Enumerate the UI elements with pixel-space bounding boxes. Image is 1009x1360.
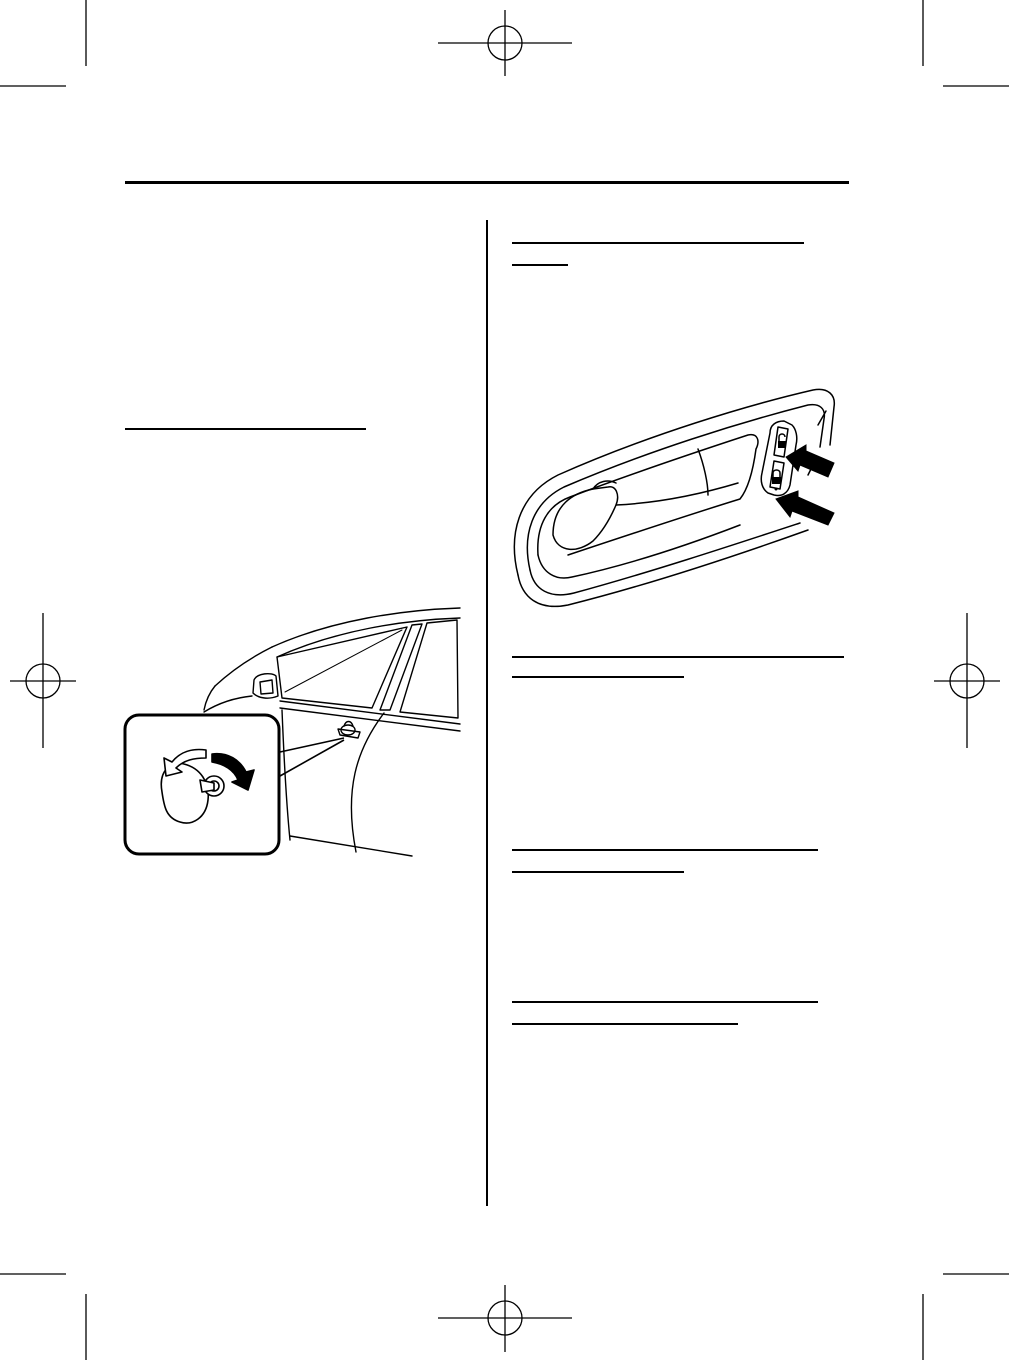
door-key-illustration xyxy=(122,600,467,862)
section-heading-underline xyxy=(125,428,366,430)
section-heading-underline xyxy=(512,656,844,658)
crosshair-circle-icon xyxy=(438,10,572,76)
crosshair-circle-icon xyxy=(438,1285,572,1352)
section-heading-underline xyxy=(512,1023,738,1025)
section-heading-underline xyxy=(512,1001,818,1003)
section-heading-underline xyxy=(512,676,684,678)
crosshair-circle-icon xyxy=(10,613,76,748)
interior-door-lock-illustration xyxy=(508,385,840,615)
header-rule xyxy=(125,181,849,184)
section-heading-underline xyxy=(512,264,568,266)
crosshair-circle-icon xyxy=(934,613,1000,748)
column-divider xyxy=(486,220,488,1206)
section-heading-underline xyxy=(512,871,684,873)
push-arrow-icon xyxy=(776,491,834,525)
section-heading-underline xyxy=(512,849,818,851)
section-heading-underline xyxy=(512,242,804,244)
